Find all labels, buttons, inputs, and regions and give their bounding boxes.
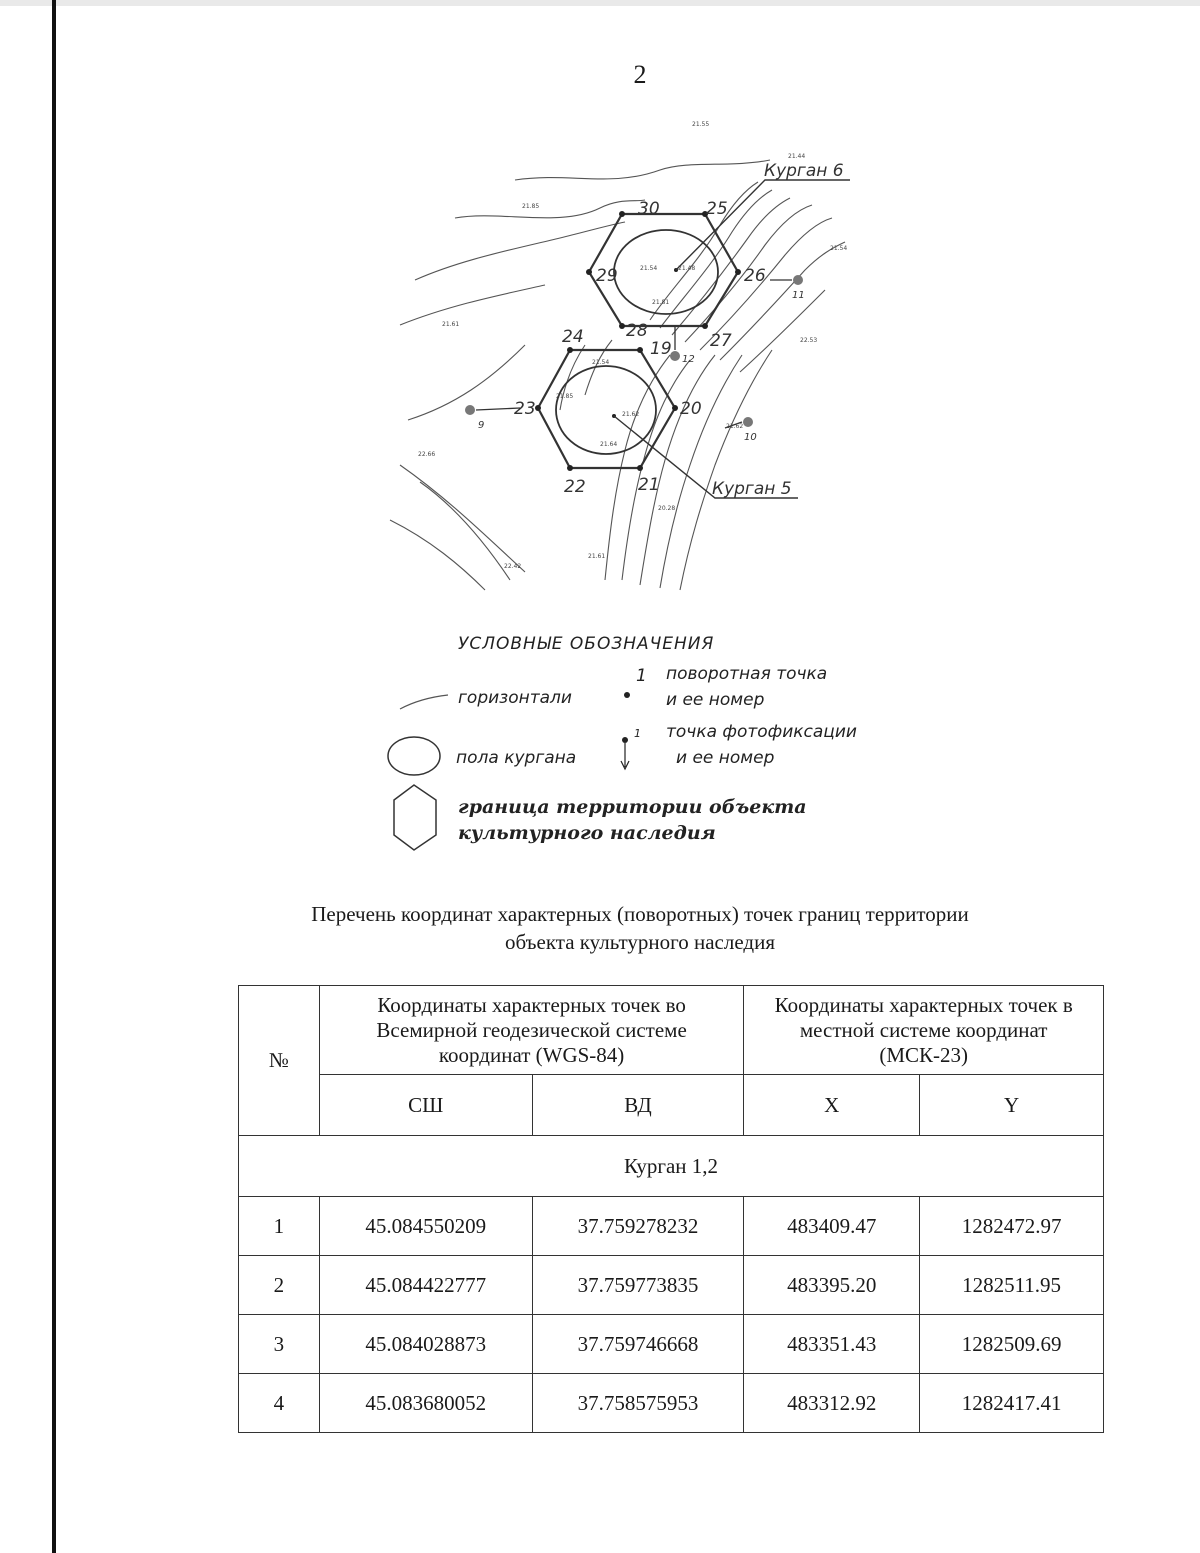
- point-label: 28: [626, 321, 648, 341]
- page-number: 2: [633, 60, 647, 89]
- photo-labels: [478, 290, 805, 443]
- photo-point-icon: [622, 737, 628, 743]
- cell-no: 4: [239, 1374, 320, 1433]
- cell-y: 1282511.95: [920, 1256, 1104, 1315]
- point-label: 27: [710, 331, 732, 351]
- svg-text:21.54: 21.54: [592, 359, 610, 366]
- point-label: 20: [680, 399, 702, 419]
- header-no: №: [239, 986, 320, 1136]
- header-y: Y: [920, 1075, 1104, 1136]
- svg-text:21.85: 21.85: [522, 203, 540, 210]
- legend-boundary-line1: граница территории объекта: [458, 796, 807, 818]
- contour-lines: [390, 160, 848, 590]
- cell-lat: 45.084422777: [319, 1256, 532, 1315]
- photo-label: 9: [478, 420, 485, 431]
- boundary-icon: [394, 785, 436, 850]
- cell-y: 1282417.41: [920, 1374, 1104, 1433]
- svg-text:21.44: 21.44: [788, 153, 806, 160]
- svg-text:21.48: 21.48: [678, 265, 696, 272]
- point-label: 23: [514, 399, 536, 419]
- legend-photo-num: 1: [634, 727, 641, 740]
- kurgan-5-label: Курган 5: [712, 479, 792, 499]
- contour-sample: [400, 695, 448, 709]
- cell-x: 483395.20: [744, 1256, 920, 1315]
- cell-no: 2: [239, 1256, 320, 1315]
- svg-text:21.62: 21.62: [726, 423, 744, 430]
- svg-text:21.54: 21.54: [830, 245, 848, 252]
- table-caption: [200, 900, 1080, 956]
- photo-label: 12: [682, 354, 695, 365]
- cell-lat: 45.083680052: [319, 1374, 532, 1433]
- turn-point-icon: [624, 692, 630, 698]
- svg-text:21.62: 21.62: [622, 411, 640, 418]
- cell-lon: 37.759278232: [532, 1197, 744, 1256]
- header-lat: СШ: [319, 1075, 532, 1136]
- cell-y: 1282509.69: [920, 1315, 1104, 1374]
- photo-label: 10: [744, 432, 757, 443]
- svg-text:21.64: 21.64: [600, 441, 618, 448]
- legend-turn-point-num: 1: [636, 666, 647, 686]
- point-label: 30: [638, 199, 660, 219]
- point-label: 22: [564, 477, 586, 497]
- photo-label: 11: [792, 290, 805, 301]
- cell-x: 483409.47: [744, 1197, 920, 1256]
- table-row: [239, 1256, 1104, 1315]
- svg-text:22.42: 22.42: [504, 563, 522, 570]
- cell-lon: 37.758575953: [532, 1374, 744, 1433]
- caption-line-2: объекта культурного наследия: [505, 930, 775, 954]
- svg-text:21.61: 21.61: [588, 553, 606, 560]
- cell-lat: 45.084028873: [319, 1315, 532, 1374]
- cell-lat: 45.084550209: [319, 1197, 532, 1256]
- mound-icon: [388, 737, 440, 775]
- header-lon: ВД: [532, 1075, 744, 1136]
- legend-title: УСЛОВНЫЕ ОБОЗНАЧЕНИЯ: [458, 634, 715, 654]
- header-msk23: Координаты характерных точек в местной системе координат (МСК-23): [744, 986, 1104, 1075]
- cell-no: 1: [239, 1197, 320, 1256]
- spot-heights: [418, 121, 847, 570]
- svg-text:22.66: 22.66: [418, 451, 436, 458]
- legend-photo-line2: и ее номер: [676, 748, 775, 768]
- cell-lon: 37.759746668: [532, 1315, 744, 1374]
- coordinates-table: [238, 985, 1104, 1433]
- point-label: 19: [650, 339, 672, 359]
- svg-text:22.53: 22.53: [800, 337, 818, 344]
- legend-turn-point-line2: и ее номер: [666, 690, 765, 710]
- table-row: [239, 1315, 1104, 1374]
- table-row: [239, 1374, 1104, 1433]
- point-label: 21: [638, 475, 660, 495]
- cell-lon: 37.759773835: [532, 1256, 744, 1315]
- legend-mound: пола кургана: [456, 748, 577, 768]
- header-x: X: [744, 1075, 920, 1136]
- kurgan-6-label: Курган 6: [764, 161, 844, 181]
- scan-left-border: [52, 0, 56, 1553]
- cell-no: 3: [239, 1315, 320, 1374]
- cell-x: 483312.92: [744, 1374, 920, 1433]
- point-label: 24: [562, 327, 584, 347]
- cell-x: 483351.43: [744, 1315, 920, 1374]
- svg-text:21.81: 21.81: [652, 299, 670, 306]
- svg-text:21.61: 21.61: [442, 321, 460, 328]
- legend-photo-line1: точка фотофиксации: [666, 722, 857, 742]
- svg-text:21.55: 21.55: [692, 121, 710, 128]
- svg-text:20.28: 20.28: [658, 505, 676, 512]
- svg-text:21.54: 21.54: [640, 265, 658, 272]
- legend-boundary-line2: культурного наследия: [458, 822, 716, 844]
- legend-contours: горизонтали: [458, 688, 572, 708]
- site-plan: [360, 110, 920, 610]
- cell-y: 1282472.97: [920, 1197, 1104, 1256]
- scan-top-edge: [0, 0, 1200, 6]
- caption-line-1: Перечень координат характерных (поворотных) точек границ территории: [311, 902, 969, 926]
- point-label: 26: [744, 266, 766, 286]
- legend: [380, 625, 920, 860]
- point-label: 29: [596, 266, 618, 286]
- table-row: [239, 1197, 1104, 1256]
- legend-turn-point-line1: поворотная точка: [666, 664, 828, 684]
- section-header: Курган 1,2: [239, 1136, 1104, 1197]
- svg-text:21.85: 21.85: [556, 393, 574, 400]
- header-wgs84: Координаты характерных точек во Всемирной геодезической системе координат (WGS-84): [319, 986, 744, 1075]
- point-label: 25: [706, 199, 728, 219]
